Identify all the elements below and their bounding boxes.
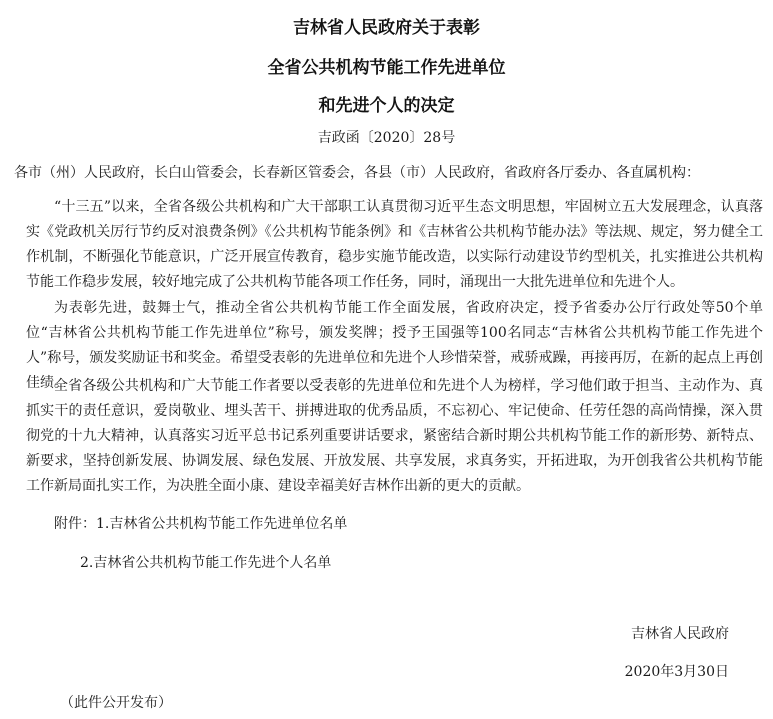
title-line-1: 吉林省人民政府关于表彰 <box>293 18 480 38</box>
signatory: 吉林省人民政府 <box>631 626 729 642</box>
attachment-item-2: 2.吉林省公共机构节能工作先进个人名单 <box>80 555 332 571</box>
title-line-3: 和先进个人的决定 <box>318 96 455 116</box>
title-line-2: 全省公共机构节能工作先进单位 <box>267 58 506 78</box>
addressee: 各市（州）人民政府，长白山管委会，长春新区管委会，各县（市）人民政府，省政府各厅委办、各直属机构： <box>14 165 700 181</box>
body-paragraph-1: “十三五”以来，全省各级公共机构和广大干部职工认真贯彻习近平生态文明思想，牢固树立五大发展理念，认真落实《党政机关厉行节约反对浪费条例》《公共机构节能条例》和《吉林省公共机构节能办法》等法规、规定，努力健全工作机制，不断强化节能意识，广泛开展宣传教育，稳步实施节能改造，以实际行动建设节约型机关，扎实推进公共机构节能工作稳步发展，较好地完成了公共机构节能各项工作任务，同时，涌现出一大批先进单位和先进个人。 <box>26 199 763 290</box>
issue-date: 2020年3月30日 <box>624 664 729 680</box>
publication-note: （此件公开发布） <box>60 695 172 711</box>
document-number: 吉政函〔2020〕28号 <box>317 130 456 146</box>
attachment-item-1: 附件：1.吉林省公共机构节能工作先进单位名单 <box>54 516 348 532</box>
body-paragraph-2: 为表彰先进，鼓舞士气，推动全省公共机构节能工作全面发展，省政府决定，授予省委办公厅行政处等50个单位“吉林省公共机构节能工作先进单位”称号，颁发奖牌；授予王国强等100名同志“吉林省公共机构节能工作先进个人”称号，颁发奖励证书和奖金。希望受表彰的先进单位和先进个人珍惜荣誉，戒骄戒躁，再接再厉，在新的起点上再创佳绩。 <box>26 300 763 391</box>
body-paragraph-3: 全省各级公共机构和广大节能工作者要以受表彰的先进单位和先进个人为榜样，学习他们敢于担当、主动作为、真抓实干的责任意识，爱岗敬业、埋头苦干、拼搏进取的优秀品质，不忘初心、牢记使命、任劳任怨的高尚情操，深入贯彻党的十九大精神，认真落实习近平总书记系列重要讲话要求，紧密结合新时期公共机构节能工作的新形势、新特点、新要求，坚持创新发展、协调发展、绿色发展、开放发展、共享发展，求真务实，开拓进取，为开创我省公共机构节能工作新局面扎实工作，为决胜全面小康、建设幸福美好吉林作出新的更大的贡献。 <box>26 378 763 494</box>
